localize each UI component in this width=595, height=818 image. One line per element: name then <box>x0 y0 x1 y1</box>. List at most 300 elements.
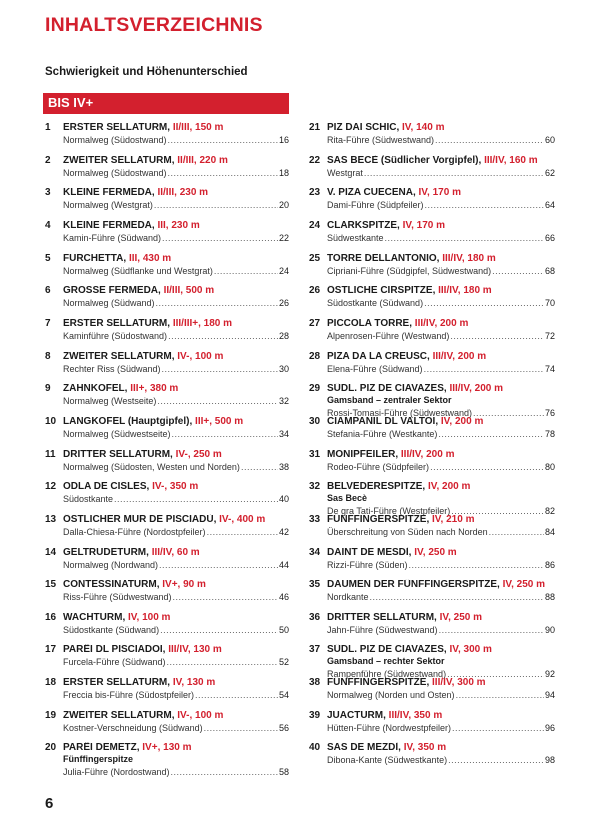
entry-route: Südostkante (Südwand) <box>63 624 160 635</box>
entry-page: 46 <box>278 592 289 603</box>
entry-number: 20 <box>45 742 57 754</box>
dot-leader <box>409 560 544 570</box>
entry-heading <box>63 710 289 721</box>
entry-route-line <box>63 625 289 638</box>
toc-entry <box>45 612 289 642</box>
entry-page: 20 <box>278 200 289 211</box>
entry-route: Kamin-Führe (Südwand) <box>63 232 162 243</box>
toc-entry <box>309 122 555 152</box>
entry-route: Julia-Führe (Nordostwand) <box>63 767 170 778</box>
entry-page: 32 <box>278 396 289 407</box>
entry-number: 17 <box>45 644 57 656</box>
section-subtitle: Schwierigkeit und Höhenunterschied <box>45 66 248 78</box>
entry-grade: III, 230 m <box>157 219 200 231</box>
entry-route: Hütten-Führe (Nordwestpfeiler) <box>327 722 452 733</box>
entry-page: 28 <box>278 330 289 341</box>
entry-number: 27 <box>309 317 321 329</box>
entry-separator: , <box>189 415 196 427</box>
entry-route: Normalweg (Südwestseite) <box>63 428 171 439</box>
entry-separator: , <box>398 742 404 754</box>
toc-entry <box>45 155 289 185</box>
entry-heading <box>63 122 289 133</box>
entry-page: 94 <box>544 690 555 700</box>
entry-route-line <box>327 298 555 311</box>
entry-separator: , <box>158 285 164 297</box>
page-title: INHALTSVERZEICHNIS <box>45 14 263 36</box>
entry-separator: , <box>146 546 152 558</box>
dot-leader <box>439 625 544 635</box>
entry-separator: , <box>397 219 403 231</box>
entry-separator: , <box>435 415 441 427</box>
entry-number: 29 <box>309 383 321 395</box>
toc-entry <box>45 644 289 674</box>
entry-heading <box>63 187 289 198</box>
toc-entry <box>309 514 555 544</box>
toc-entry <box>309 547 555 577</box>
toc-entry <box>45 710 289 740</box>
entry-number: 3 <box>45 187 51 199</box>
entry-number: 38 <box>309 677 321 688</box>
toc-entry <box>309 220 555 250</box>
entry-grade: III/IV, 200 m <box>414 317 469 329</box>
entry-route-line <box>327 755 555 768</box>
entry-number: 25 <box>309 252 321 264</box>
entry-number: 15 <box>45 579 57 591</box>
entry-page: 30 <box>278 363 289 374</box>
entry-peak-name: KLEINE FERMEDA <box>63 187 152 199</box>
entry-heading <box>327 285 555 296</box>
entry-grade: II/III, 220 m <box>177 154 228 166</box>
entry-separator: , <box>167 317 173 329</box>
entry-route: Normalweg (Südwand) <box>63 298 155 309</box>
entry-page: 34 <box>278 428 289 439</box>
entry-number: 16 <box>45 611 57 623</box>
entry-peak-name: TORRE DELLANTONIO <box>327 252 437 264</box>
entry-grade: IV, 250 m <box>439 611 483 623</box>
entry-grade: IV+, 130 m <box>142 742 192 754</box>
entry-separator: , <box>171 709 178 721</box>
entry-peak-name: MONIPFEILER <box>327 448 396 460</box>
entry-peak-name: WACHTURM <box>63 611 123 623</box>
entry-peak-name: PIZ DAI SCHIC <box>327 122 397 133</box>
dot-leader <box>452 723 544 733</box>
entry-page: 58 <box>278 767 289 778</box>
toc-entry <box>309 416 555 446</box>
entry-route: Elena-Führe (Südwand) <box>327 363 423 374</box>
dot-leader <box>157 396 278 406</box>
entry-page: 96 <box>544 722 555 733</box>
entry-number: 23 <box>309 187 321 199</box>
entry-grade: IV, 200 m <box>427 481 471 493</box>
entry-separator: , <box>497 579 503 591</box>
entry-route: Normalweg (Westgrat) <box>63 200 153 211</box>
entry-heading <box>63 547 289 558</box>
entry-separator: , <box>136 742 143 754</box>
entry-route-line <box>63 767 289 780</box>
dot-leader <box>450 331 544 341</box>
entry-route: Normalweg (Südostwand) <box>63 135 167 145</box>
toc-entry <box>309 449 555 479</box>
entry-route-line <box>63 200 289 213</box>
entry-separator: , <box>124 383 131 395</box>
entry-heading <box>327 514 555 525</box>
entry-heading <box>327 612 555 623</box>
entry-peak-name: SAS DE MEZDÌ <box>327 742 399 754</box>
entry-page: 90 <box>544 624 555 635</box>
entry-route: Stefania-Führe (Westkante) <box>327 428 438 439</box>
entry-route: Dalla-Chiesa-Führe (Nordostpfeiler) <box>63 526 206 537</box>
entry-separator: , <box>123 252 129 264</box>
entry-peak-name: LANGKOFEL (Hauptgipfel) <box>63 415 190 427</box>
entry-route: De gra Tati-Führe (Westpfeiler) <box>327 506 451 517</box>
entry-page: 60 <box>544 135 555 145</box>
dot-leader <box>435 135 544 145</box>
entry-route-line <box>63 657 289 670</box>
toc-entry <box>309 155 555 185</box>
entry-separator: , <box>146 481 153 493</box>
entry-grade: III/IV, 60 m <box>151 546 200 558</box>
dot-leader <box>162 364 278 374</box>
entry-peak-name: ERSTER SELLATURM <box>63 317 168 329</box>
entry-page: 38 <box>278 461 289 472</box>
entry-grade: III/IV, 160 m <box>484 154 538 166</box>
entry-separator: , <box>167 677 173 688</box>
entry-route-line <box>327 331 555 344</box>
entry-route: Nordkante <box>327 592 369 603</box>
entry-page: 80 <box>544 461 555 472</box>
dot-leader <box>156 298 278 308</box>
entry-number: 2 <box>45 154 51 166</box>
entry-route: Dami-Führe (Südpfeiler) <box>327 200 424 211</box>
entry-grade: IV, 350 m <box>403 742 447 754</box>
dot-leader <box>171 767 278 777</box>
entry-route-line <box>327 462 555 475</box>
entry-peak-name: CONTESSINATURM <box>63 579 157 591</box>
entry-route-line <box>327 200 555 213</box>
entry-grade: III/III+, 180 m <box>172 317 233 329</box>
entry-separator: , <box>395 448 401 460</box>
toc-entry <box>309 579 555 609</box>
entry-separator: , <box>436 252 443 264</box>
entry-peak-name: PIZA DA LA CREUSC <box>327 350 427 362</box>
entry-peak-name: PARËI DL PISCIADOI <box>63 644 163 656</box>
entry-heading <box>327 449 555 460</box>
entry-heading <box>63 677 289 688</box>
entry-peak-name: SÜDL. PIZ DE CIAVAZES <box>327 644 444 656</box>
dot-leader <box>167 657 278 667</box>
entry-number: 21 <box>309 122 321 133</box>
entry-number: 4 <box>45 219 51 231</box>
entry-separator: , <box>426 677 433 688</box>
entry-separator: , <box>408 546 415 558</box>
toc-entry <box>45 481 289 511</box>
entry-separator: , <box>443 383 450 395</box>
entry-separator: , <box>426 513 433 525</box>
entry-peak-name: DAUMEN DER FÜNFFINGERSPITZE <box>327 579 497 591</box>
entry-grade: III/IV, 180 m <box>442 252 496 264</box>
entry-number: 39 <box>309 709 321 721</box>
entry-peak-name: ERSTER SELLATURM <box>63 122 168 133</box>
entry-route: Rechter Riss (Südwand) <box>63 363 161 374</box>
entry-heading <box>327 122 555 133</box>
entry-grade: II/III, 150 m <box>172 122 224 133</box>
entry-separator: , <box>122 611 128 623</box>
entry-peak-name: JUACTURM <box>327 709 384 721</box>
entry-peak-name: CLARKSPITZE <box>327 219 397 231</box>
entry-route: Furcela-Führe (Südwand) <box>63 657 166 668</box>
entry-peak-name: ZWEITER SELLATURM <box>63 154 172 166</box>
entry-subarea: Gamsband – rechter Sektor <box>327 656 445 667</box>
entry-route-line <box>63 462 289 475</box>
toc-entry <box>45 547 289 577</box>
dot-leader <box>162 233 278 243</box>
entry-separator: , <box>167 122 173 133</box>
dot-leader <box>364 168 544 178</box>
entry-number: 9 <box>45 383 51 395</box>
toc-entry <box>45 416 289 446</box>
entry-route: Rita-Führe (Südwestwand) <box>327 135 435 145</box>
entry-page: 54 <box>278 690 289 700</box>
toc-entry <box>45 122 289 152</box>
entry-route: Riss-Führe (Südwestwand) <box>63 592 172 603</box>
dot-leader <box>456 690 544 700</box>
toc-entry <box>45 351 289 381</box>
entry-heading <box>327 351 555 362</box>
toc-entry <box>309 481 555 517</box>
entry-grade: II/III, 500 m <box>163 285 215 297</box>
entry-route: Normalweg (Nordwand) <box>63 559 159 570</box>
entry-heading <box>327 383 555 394</box>
entry-grade: IV, 140 m <box>402 122 445 133</box>
toc-entry <box>309 285 555 315</box>
entry-heading <box>327 187 555 198</box>
dot-leader <box>492 266 544 276</box>
entry-separator: , <box>213 513 220 525</box>
entry-route-line <box>327 592 555 605</box>
entry-heading <box>63 318 289 329</box>
entry-number: 40 <box>309 742 321 754</box>
page-number: 6 <box>45 795 54 812</box>
toc-entry <box>45 449 289 479</box>
dot-leader <box>424 364 544 374</box>
toc-entry <box>309 351 555 381</box>
entry-peak-name: PARËI DEMETZ <box>63 742 137 754</box>
entry-grade: III/IV, 300 m <box>432 677 486 688</box>
entry-peak-name: DRITTER SELLATURM <box>327 611 435 623</box>
entry-route-line <box>63 331 289 344</box>
entry-grade: III+, 500 m <box>195 415 244 427</box>
entry-route-line <box>63 233 289 246</box>
dot-leader <box>385 233 544 243</box>
entry-separator: , <box>170 448 176 460</box>
entry-grade: IV-, 100 m <box>177 350 224 362</box>
entry-number: 18 <box>45 677 57 688</box>
entry-peak-name: ZWEITER SELLATURM <box>63 350 172 362</box>
toc-entry <box>309 318 555 348</box>
entry-route-line <box>63 298 289 311</box>
difficulty-band-label: BIS IV+ <box>48 95 94 110</box>
entry-heading <box>63 253 289 264</box>
dot-leader <box>168 331 278 341</box>
entry-page: 76 <box>544 408 555 419</box>
entry-route: Normalweg (Norden und Osten) <box>327 690 455 700</box>
entry-peak-name: CIAMPANIL DL VALTOI <box>327 415 436 427</box>
entry-route: Dibona-Kante (Südwestkante) <box>327 755 448 766</box>
toc-entry <box>45 383 289 413</box>
entry-route-line <box>63 494 289 507</box>
entry-heading <box>327 710 555 721</box>
toc-entry <box>309 644 555 680</box>
entry-route: Südostkante (Südwand) <box>327 298 424 309</box>
dot-leader <box>160 625 278 635</box>
entry-number: 7 <box>45 317 51 329</box>
toc-entry <box>309 677 555 707</box>
entry-peak-name: ÖSTLICHE CIRSPITZE <box>327 285 433 297</box>
entry-grade: IV, 130 m <box>172 677 216 688</box>
entry-heading <box>327 547 555 558</box>
entry-route-line <box>63 396 289 409</box>
dot-leader <box>159 560 278 570</box>
entry-page: 42 <box>278 526 289 537</box>
entry-heading <box>327 253 555 264</box>
entry-route-line <box>63 266 289 279</box>
entry-page: 64 <box>544 200 555 211</box>
entry-separator: , <box>171 350 178 362</box>
entry-route-line <box>63 723 289 736</box>
entry-separator: , <box>162 644 169 656</box>
entry-separator: , <box>434 611 440 623</box>
entry-page: 44 <box>278 559 289 570</box>
entry-route-line <box>63 690 289 703</box>
entry-number: 8 <box>45 350 51 362</box>
dot-leader <box>424 298 544 308</box>
toc-entry <box>45 514 289 544</box>
entry-heading <box>63 579 289 590</box>
entry-peak-name: ZWEITER SELLATURM <box>63 709 172 721</box>
entry-subarea: Sas Becè <box>327 493 368 504</box>
entry-separator: , <box>409 317 415 329</box>
entry-heading <box>327 155 555 166</box>
entry-route: Rizzi-Führe (Süden) <box>327 559 408 570</box>
entry-heading <box>63 416 289 427</box>
entry-route: Südostkante <box>63 494 114 505</box>
entry-grade: IV-, 250 m <box>175 448 222 460</box>
entry-page: 86 <box>544 559 555 570</box>
entry-route-line <box>327 429 555 442</box>
entry-grade: II/III, 230 m <box>157 187 209 199</box>
entry-peak-name: V. PIZA CUECENA <box>327 187 413 199</box>
entry-separator: , <box>443 644 450 656</box>
entry-number: 34 <box>309 546 321 558</box>
entry-peak-name: GROSSE FERMEDA <box>63 285 159 297</box>
entry-separator: , <box>151 219 158 231</box>
entry-route: Freccia bis-Führe (Südostpfeiler) <box>63 690 195 700</box>
entry-page: 40 <box>278 494 289 505</box>
entry-peak-name: ZAHNKOFEL <box>63 383 125 395</box>
entry-page: 68 <box>544 265 555 276</box>
dot-leader <box>173 592 278 602</box>
entry-grade: III, 430 m <box>128 252 172 264</box>
entry-heading <box>327 677 555 688</box>
entry-route-line <box>63 168 289 181</box>
entry-grade: III/IV, 200 m <box>432 350 487 362</box>
entry-page: 26 <box>278 298 289 309</box>
entry-grade: IV-, 100 m <box>177 709 224 721</box>
dot-leader <box>168 168 278 178</box>
entry-route-line <box>63 527 289 540</box>
entry-peak-name: DRITTER SELLATURM <box>63 448 171 460</box>
entry-peak-name: SÜDL. PIZ DE CIAVAZES <box>327 383 444 395</box>
entry-heading <box>327 644 555 655</box>
entry-grade: IV, 250 m <box>502 579 546 591</box>
toc-entry <box>45 677 289 707</box>
entry-peak-name: DAINT DE MESDÌ <box>327 546 409 558</box>
entry-page: 56 <box>278 722 289 733</box>
entry-heading <box>327 318 555 329</box>
entry-number: 10 <box>45 415 57 427</box>
toc-entry <box>45 285 289 315</box>
entry-peak-name: PICCOLA TORRE <box>327 317 410 329</box>
dot-leader <box>168 135 278 145</box>
entry-grade: IV, 300 m <box>449 644 492 656</box>
entry-heading <box>327 742 555 753</box>
entry-route-line <box>63 560 289 573</box>
entry-route-line <box>327 168 555 181</box>
toc-entry <box>309 383 555 419</box>
entry-peak-name: SAS BECÈ (Südlicher Vorgipfel) <box>327 154 479 166</box>
entry-heading <box>327 579 555 590</box>
entry-grade: IV, 200 m <box>440 415 484 427</box>
entry-route: Kostner-Verschneidung (Südwand) <box>63 722 203 733</box>
toc-entry <box>45 187 289 217</box>
dot-leader <box>425 200 544 210</box>
dot-leader <box>438 429 544 439</box>
entry-number: 35 <box>309 579 321 591</box>
entry-route-line <box>327 723 555 736</box>
entry-number: 37 <box>309 644 321 656</box>
entry-route: Westgrat <box>327 167 363 178</box>
entry-page: 66 <box>544 232 555 243</box>
entry-grade: IV-, 350 m <box>152 481 199 493</box>
entry-route-line <box>327 527 555 540</box>
entry-heading <box>63 612 289 623</box>
toc-entry <box>45 220 289 250</box>
dot-leader <box>489 527 544 537</box>
dot-leader <box>172 429 278 439</box>
entry-heading <box>63 155 289 166</box>
entry-grade: IV, 100 m <box>128 611 171 623</box>
entry-heading <box>327 481 555 492</box>
entry-route-line <box>327 233 555 246</box>
entry-subarea: Gamsband – zentraler Sektor <box>327 395 452 406</box>
entry-route-line <box>327 560 555 573</box>
entry-route: Südwestkante <box>327 232 384 243</box>
entry-heading <box>327 220 555 231</box>
entry-number: 13 <box>45 513 57 525</box>
entry-page: 22 <box>278 232 289 243</box>
entry-route-line <box>327 135 555 148</box>
entry-peak-name: KLEINE FERMEDA <box>63 219 152 231</box>
entry-grade: IV, 170 m <box>418 187 461 199</box>
entry-heading <box>63 220 289 231</box>
entry-number: 6 <box>45 285 51 297</box>
entry-route-line <box>63 364 289 377</box>
entry-subarea: Fünffingerspitze <box>63 754 133 765</box>
entry-route-line <box>63 592 289 605</box>
toc-entry <box>309 612 555 642</box>
dot-leader <box>195 690 278 700</box>
entry-page: 72 <box>544 330 555 341</box>
